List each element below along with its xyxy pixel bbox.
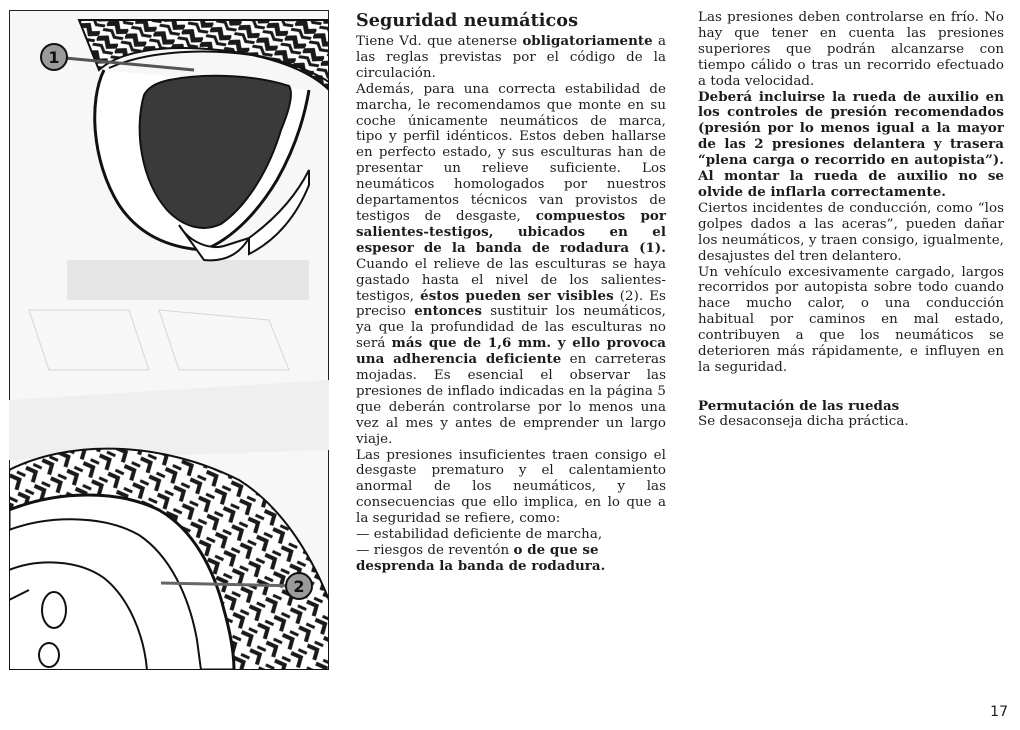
paragraph-cold-check: Las presiones deben controlarse en frío. No hay que tener en cuenta las presiones superiores que podrán alcanzarse con tiempo cálido o tras un recorrido efectuado a toda velocidad. <box>698 10 1004 89</box>
paragraph-3: Las presiones insuficientes traen consigo el desgaste prematuro y el calentamiento anormal de los neumáticos, y las consecuencias que ello implica, en lo que a la seguridad se refiere, como: <box>356 447 666 527</box>
subsection-title: Permutación de las ruedas <box>698 397 900 414</box>
callout-2-label: 2 <box>293 577 305 596</box>
callout-1-label: 1 <box>48 48 60 67</box>
section-pressure <box>698 10 1004 430</box>
paragraph-rotation: Se desaconseja dicha práctica. <box>698 413 909 429</box>
paragraph-2: Además, para una correcta estabilidad de marcha, le recomendamos que monte en su coche únicamente neumáticos de marca, tipo y perfil idénticos. Estos deben hallarse en perfecto estado, y sus esculturas han de presentar un relieve suficiente. Los neumáticos homologados por nuestros departamentos técnicos van provistos de testigos de desgaste, compuestos por salientes-testigos, ubicados en el espesor de la banda de rodadura (1). Cuando el relieve de las esculturas se haya gastado hasta el nivel de los salientes-testigos, éstos pueden ser visibles (2). Es preciso entonces sustituir los neumáticos, ya que la profundidad de las esculturas no será más que de 1,6 mm. y ello provoca una adherencia deficiente en carreteras mojadas. Es esencial el observar las presiones de inflado indicadas en la página 5 que deberán controlarse por lo menos una vez al mes y antes de emprender un largo viaje. <box>356 81 667 447</box>
list-item: — estabilidad deficiente de marcha, <box>356 527 603 543</box>
paragraph-overload: Un vehículo excesivamente cargado, largos recorridos por autopista sobre todo cuando hace mucho calor, o una conducción habitual por caminos en mal estado, contribuyen a que los neumáticos se deterioren más rápidamente, e influyen en la seguridad. <box>698 264 1004 375</box>
tire-illustration <box>9 10 329 670</box>
section-title: Seguridad neumáticos <box>356 10 579 31</box>
page-number: 17 <box>990 704 1008 720</box>
section-tire-safety <box>356 10 666 575</box>
paragraph-incidents: Ciertos incidentes de conducción, como “los golpes dados a las aceras”, pueden dañar los neumáticos, y traen consigo, igualmente, desajustes del tren delantero. <box>698 200 1004 264</box>
list-item: — riesgos de reventón o de que se desprenda la banda de rodadura. <box>356 542 606 574</box>
paragraph-spare-wheel: Deberá incluirse la rueda de auxilio en los controles de presión recomendados (presión por lo menos igual a la mayor de las 2 presiones delantera y trasera “plena carga o recorrido en autopista”). Al montar la rueda de auxilio no se olvide de inflarla correctamente. <box>698 88 1004 200</box>
paragraph-1: Tiene Vd. que atenerse obligatoriamente a las reglas previstas por el código de la circulación. <box>356 33 666 81</box>
